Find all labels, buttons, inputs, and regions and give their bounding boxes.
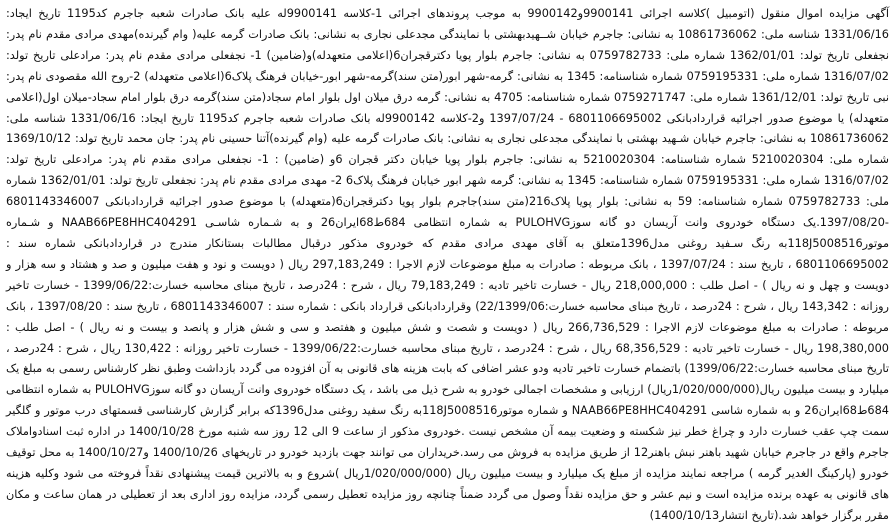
notice-body-text: آگهی مزایده اموال منقول (اتومبیل )کلاسه اجرائی 9900141و9900142 به موجب پروندهای اجرائی 1-کلاسه 9900141له علیه بانک صادرات شعبه جاجرم کد1195 تاریخ ایجاد: 1331/06/16 شناسه ملی: 10861736062 به نشانی: جاجرم خیابان شــهیدبهشتی با نمایندگی مجدعلی نجاری به نشانی: بانک صادرات گرمه علیه( وام گیرنده)مهدی مرادی مقدم نام پدر: نجفعلی تاریخ تولد: 1362/01/01 شماره ملی: 0759782733 به نشانی: جاجرم بلوار پویا دکترقجران6(اعلامی متعهدله)و(ضامین) 1- نجفعلی مرادی مقدم نام پدر: مرادعلی تاریخ تولد: 1316/07/02 شماره ملی: 0759195331 شماره شناسنامه: 1345 به نشانی: گرمه-شهر ابور(متن سند)گرمه-شهر ابور-خیابان فرهنگ پلاک6(اعلامی متعهدله) 2-روح الله مقصودی نام پدر: نبی تاریخ تولد: 1361/12/01 شماره ملی: 0759271747 شماره شناسنامه: 4705 به نشانی: گرمه درق میلان اول بلوار امام سجاد(متن سند)گرمه درق بلوار امام سجاد-میلان اول(اعلامی متعهدله) یا موضوع صدور اجرائیه قراردادبانکی 6801106695002 - 1397/07/24 و2-کلاسه 9900142له بانک صادرات شعبه جاجرم کد1195 تاریخ ایجاد: 1331/06/16 شناسه ملی: 10861736062 به نشانی: جاجرم خیابان شـهید بهشتی با نمایندگی مجدعلی نجاری به نشانی: بانک صادرات گرمه علیه (وام گیرنده)آتنا حسینی نام پدر: جان محمد تاریخ تولد: 1369/10/12 شماره ملی: 5210020304 شماره شناسنامه: 5210020304 به نشانی: جاجرم بلوار پویا خیابان دکتر قجران 6و (ضامین) : 1- نجفعلی مرادی مقدم نام پدر: مرادعلی تاریخ تولد: 1316/07/02 شماره ملی: 0759195331 شماره شناسنامه: 1345 به نشانی: گرمه شهر ابور خیابان فرهنگ پلاک6 2- مهدی مرادی مقدم نام پدر: نجفعلی تاریخ تولد: 1362/01/01 شماره ملی: 0759782733 شماره شناسنامه: 59 به نشانی: بلوار پویا پلاک216(متن سند)جاجرم بلوار پویا دکترقجران6(متعهدله) با موضوع صدور اجرائیه قراردادبانکی 6801143346007 -1397/08/20.یک دستگاه خودروی وانت آریسان دو گانه سوزPULOHVG به شماره انتظامی 684ط68ایران26 و به شـماره شاسـی NAAB66PE8HHC404291 و شـماره موتور118J5008516به رنگ سـفید روغنی مدل1396متعلق به آقای مهدی مرادی مقدم که خودروی مذکور درقبال مطالبات بستانکار مندرج در قراردادبانکی شماره سند : 6801106695002 ، تاریخ سند : 1397/07/24 ، بانک مربوطه : صادرات به مبلغ موضوعات لازم الاجرا : 297,183,249 ریال ( دویست و نود و هفت میلیون و صد و هشتاد و سه هزار و دویست و چهل و نه ریال ) - اصل طلب : 218,000,000 ریال - خسارت تاخیر تادیه : 79,183,249 ریال ، شرح : 24درصد ، تاریخ مبنای محاسبه خسارت:1399/06/22 - خسارت تاخیر روزانه : 143,342 ریال ، شرح : 24درصد ، تاریخ مبنای محاسبه خسارت:22/1399/06) وقراردادبانکی قرارداد بانکی : شماره سند : 6801143346007 ، تاریخ سند : 1397/08/20 ، بانک مربوطه : صادرات به مبلغ موضوعات لازم الاجرا : 266,736,529 ریال ( دویست و شصت و شش میلیون و هفتصد و سی و شش هزار و پانصد و بیست و نه ریال ) - اصل طلب : 198,380,000 ریال - خسارت تاخیر تادیه : 68,356,529 ریال ، شرح : 24درصد ، تاریخ مبنای محاسبه خسارت:1399/06/22 - خسارت تاخیر روزانه : 130,422 ریال ، شرح : 24درصد ، تاریخ مبنای محاسبه خسارت:1399/06/22) باتضمام خسارت تاخیر تادیه ودو عشر اضافی که بابت هزینه های قانونی به آن افزوده می گردد بازداشت وطبق نظر کارشناس رسمی به مبلغ یک میلیارد و بیست میلیون ریال(1/020/000/000ریال) ارزیابی و مشخصات اجمالی خودرو به شرح ذیل می باشد ، یک دستگاه خودروی وانت آریسان دو گانه سوزPULOHVG به شماره انتظامی 684ط68ایران26 و به شماره شاسی NAAB66PE8HHC404291 و شماره موتور118J5008516به رنگ سفید روغنی مدل1396که برابر گزارش کارشناسی قسمتهای درب موتور و گلگیر سمت چپ عقب خسارت دارد و چراغ خطر نیز شکسته و وضعیت بیمه آن مشخص نیست .خودروی مذکور از ساعت 9 الی 12 روز سه شنبه مورخ 1400/10/28 در اداره ثبت اسنادواملاک جاجرم واقع در جاجرم خیابان شهید باهنر نبش باهنر12 از طریق مزایده به فروش می رسد.خریداران می توانند جهت بازدید خودرو در تاریخهای 1400/10/26 و1400/10/27 به محل توقیف خودرو (پارکینگ الغدیر گرمه ) مراجعه نمایند مزایده از مبلغ یک میلیارد و بیست میلیون ریال (1/020/000/000ریال )شروع و به بالاترین قیمت پیشنهادی نقداً فروخته می شود وکلیه هزینه های قانونی به عهده برنده مزایده است و نیم عشر و حق مزایده نقداً وصول می گردد ضمناً چنانچه روز مزایده تعطیل رسمی گردد، مزایده روز اداری بعد از تعطیلی در همان ساعت و مکان مقرر برگزار خواهد شد.(تاریخ انتشار1400/10/13) [6, 7, 890, 522]
